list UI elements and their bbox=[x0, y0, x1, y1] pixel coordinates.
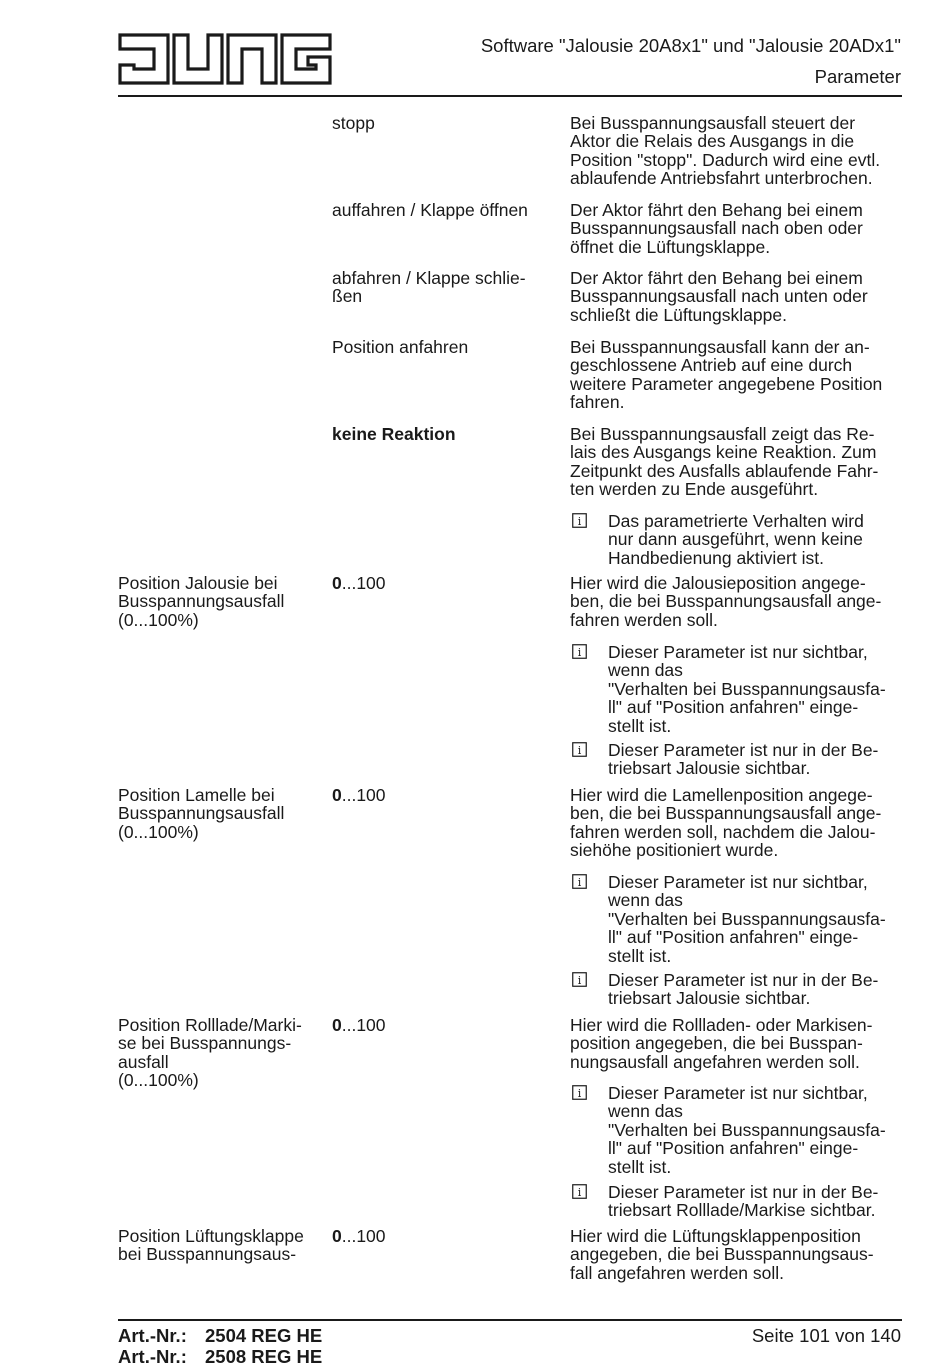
header-subtitle: Parameter bbox=[814, 66, 901, 87]
desc-stopp: Bei Busspannungsausfall steuert der Aktor die Relais des Ausgangs in die Position "stopp". Dadurch wird eine evtl. ablaufende Antriebsfahrt unterbrochen. bbox=[570, 113, 881, 189]
param-position-lueftungsklappe: Position Lüftungsklappe bei Busspannungsaus- bbox=[118, 1226, 304, 1265]
note-rolllade-visibility: Dieser Parameter ist nur sichtbar, wenn das "Verhalten bei Busspannungsausfa- ll" auf "Position anfahren" einge- stellt ist. bbox=[608, 1083, 886, 1177]
note-rolllade-mode: Dieser Parameter ist nur in der Be- triebsart Rolllade/Markise sichtbar. bbox=[608, 1182, 879, 1221]
option-position-anfahren: Position anfahren bbox=[332, 337, 469, 357]
svg-text:i: i bbox=[577, 1087, 582, 1100]
note-jalousie-mode: Dieser Parameter ist nur in der Be- triebsart Jalousie sichtbar. bbox=[608, 740, 879, 779]
svg-text:i: i bbox=[577, 646, 582, 659]
info-icon bbox=[572, 1184, 587, 1199]
article-number-2: Art.-Nr.: 2508 REG HE bbox=[118, 1346, 323, 1367]
param-position-lamelle: Position Lamelle bei Busspannungsausfall (0...100%) bbox=[118, 785, 285, 842]
option-keine-reaktion: keine Reaktion bbox=[332, 424, 456, 444]
svg-text:i: i bbox=[577, 744, 582, 757]
desc-abfahren: Der Aktor fährt den Behang bei einem Busspannungsausfall nach unten oder schließt die Lüftungsklappe. bbox=[570, 268, 868, 325]
param-position-rolllade: Position Rolllade/Marki- se bei Busspannungs- ausfall (0...100%) bbox=[118, 1015, 302, 1091]
svg-text:i: i bbox=[577, 876, 582, 889]
article-number-1: Art.-Nr.: 2504 REG HE bbox=[118, 1325, 323, 1346]
svg-text:i: i bbox=[577, 515, 582, 528]
value-position-lueftungsklappe: 0...100 bbox=[332, 1226, 386, 1246]
svg-text:i: i bbox=[577, 974, 582, 987]
note-keine-reaktion: Das parametrierte Verhalten wird nur dann ausgeführt, wenn keine Handbedienung aktiviert ist. bbox=[608, 511, 864, 568]
info-icon bbox=[572, 742, 587, 757]
desc-position-anfahren: Bei Busspannungsausfall kann der an- geschlossene Antrieb auf eine durch weitere Parameter angegebene Position fahren. bbox=[570, 337, 883, 413]
value-position-lamelle: 0...100 bbox=[332, 785, 386, 805]
header-title: Software "Jalousie 20A8x1" und "Jalousie 20ADx1" bbox=[480, 35, 901, 56]
option-auffahren: auffahren / Klappe öffnen bbox=[332, 200, 528, 220]
value-position-jalousie: 0...100 bbox=[332, 573, 386, 593]
desc-position-rolllade: Hier wird die Rollladen- oder Markisen- position angegeben, die bei Busspan- nungsausfall angefahren werden soll. bbox=[570, 1015, 873, 1072]
desc-keine-reaktion: Bei Busspannungsausfall zeigt das Re- lais des Ausgangs keine Reaktion. Zum Zeitpunkt des Ausfalls ablaufende Fahr- ten werden zu Ende ausgeführt. bbox=[570, 424, 879, 500]
info-icon bbox=[572, 874, 587, 889]
note-jalousie-visibility: Dieser Parameter ist nur sichtbar, wenn das "Verhalten bei Busspannungsausfa- ll" auf "Position anfahren" einge- stellt ist. bbox=[608, 642, 886, 736]
info-icon bbox=[572, 972, 587, 987]
option-abfahren: abfahren / Klappe schlie- ßen bbox=[332, 268, 526, 307]
page-number: Seite 101 von 140 bbox=[751, 1325, 901, 1346]
header-rule bbox=[118, 95, 902, 97]
note-lamelle-mode: Dieser Parameter ist nur in der Be- triebsart Jalousie sichtbar. bbox=[608, 970, 879, 1009]
param-position-jalousie: Position Jalousie bei Busspannungsausfall (0...100%) bbox=[118, 573, 285, 630]
info-icon bbox=[572, 1085, 587, 1100]
svg-text:i: i bbox=[577, 1186, 582, 1199]
info-icon bbox=[572, 644, 587, 659]
note-lamelle-visibility: Dieser Parameter ist nur sichtbar, wenn das "Verhalten bei Busspannungsausfa- ll" auf "Position anfahren" einge- stellt ist. bbox=[608, 872, 886, 966]
option-stopp: stopp bbox=[332, 113, 375, 133]
value-position-rolllade: 0...100 bbox=[332, 1015, 386, 1035]
footer-rule bbox=[118, 1319, 902, 1321]
info-icon bbox=[572, 513, 587, 528]
jung-logo bbox=[118, 32, 332, 86]
desc-auffahren: Der Aktor fährt den Behang bei einem Busspannungsausfall nach oben oder öffnet die Lüftungsklappe. bbox=[570, 200, 863, 257]
desc-position-lueftungsklappe: Hier wird die Lüftungsklappenposition angegeben, die bei Busspannungsaus- fall angefahren werden soll. bbox=[570, 1226, 874, 1283]
desc-position-jalousie: Hier wird die Jalousieposition angege- ben, die bei Busspannungsausfall ange- fahren werden soll. bbox=[570, 573, 882, 630]
desc-position-lamelle: Hier wird die Lamellenposition angege- ben, die bei Busspannungsausfall ange- fahren werden soll, nachdem die Jalou- siehöhe positioniert wurde. bbox=[570, 785, 882, 861]
